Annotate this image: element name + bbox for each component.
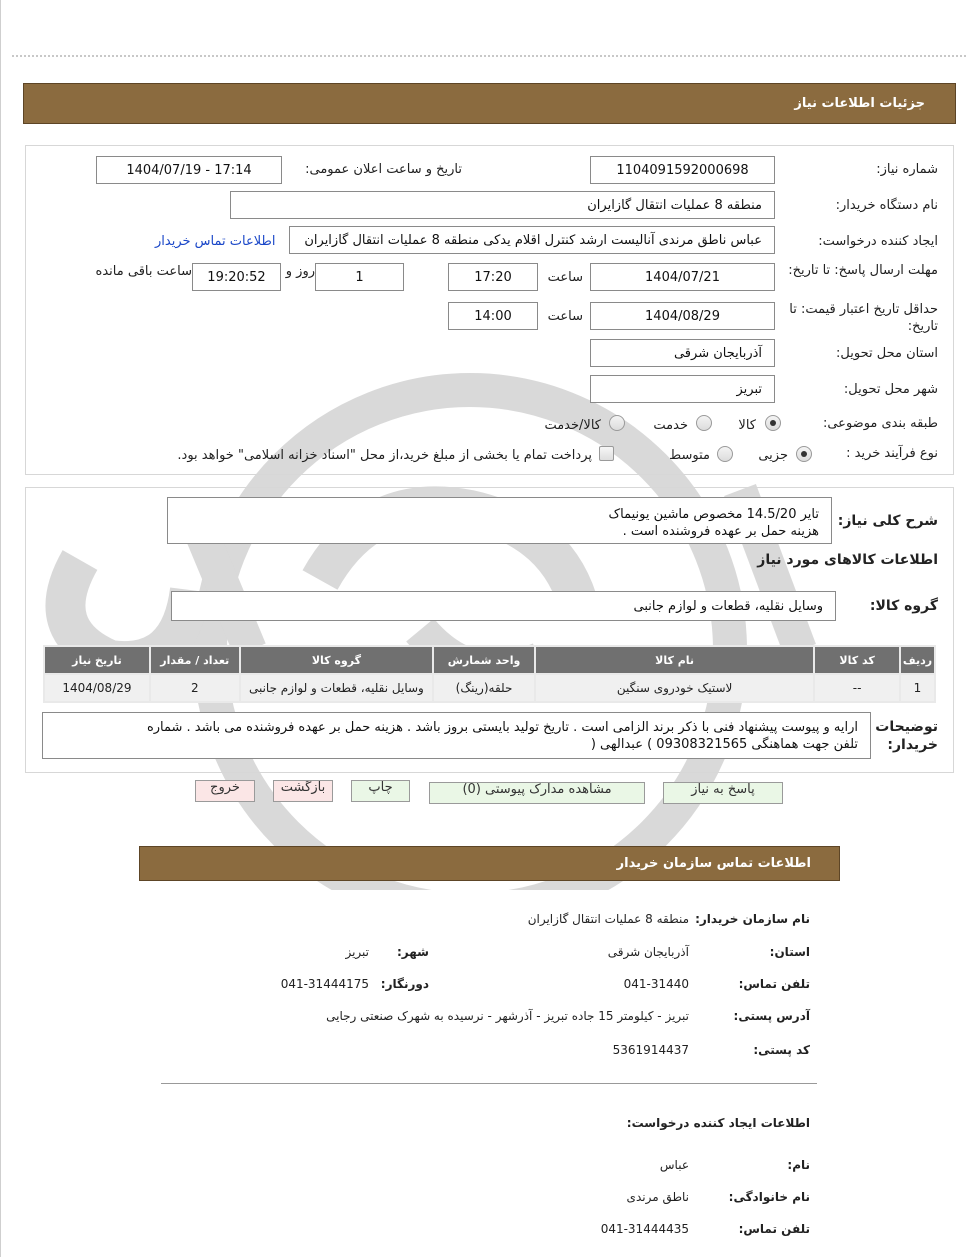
contact-postal-value: 5361914437 [612, 1043, 689, 1057]
creator-info-title: اطلاعات ایجاد کننده درخواست: [626, 1116, 810, 1130]
buyer-org-field: منطقه 8 عملیات انتقال گازایران [230, 191, 775, 219]
validity-time-field: 14:00 [448, 302, 538, 330]
creator-label: ایجاد کننده درخواست: [818, 234, 938, 249]
creator-phone-label: تلفن تماس: [738, 1222, 810, 1236]
contact-title: اطلاعات تماس سازمان خریدار [616, 856, 811, 871]
contact-city-label: شهر: [397, 945, 429, 959]
treasury-payment-note: پرداخت تمام یا بخشی از مبلغ خرید،از محل "اسناد خزانه اسلامی" خواهد بود. [177, 448, 592, 463]
category-goods-radio[interactable] [765, 415, 781, 431]
col-unit: واحد شمارش [433, 646, 535, 674]
col-quantity: تعداد / مقدار [150, 646, 240, 674]
creator-field: عباس ناطق مرندی آنالیست ارشد کنترل اقلام یدکی منطقه 8 عملیات انتقال گازایران [289, 226, 775, 254]
deadline-label: مهلت ارسال پاسخ: تا تاریخ: [788, 263, 938, 278]
time-remaining-label: ساعت باقی مانده [95, 264, 192, 279]
category-label: طبقه بندی موضوعی: [822, 416, 938, 431]
col-need-date: تاریخ نیاز [44, 646, 150, 674]
delivery-province-field: آذربایجان شرقی [590, 339, 775, 367]
days-remaining-field: 1 [315, 263, 404, 291]
creator-phone-value: 041-31444435 [600, 1222, 689, 1236]
cell-goods-group: وسایل نقلیه، قطعات و لوازم جانبی [240, 674, 433, 702]
view-attachments-button[interactable]: مشاهده مدارک پیوستی (0) [429, 782, 645, 804]
cell-row: 1 [900, 674, 935, 702]
deadline-date-field: 1404/07/21 [590, 263, 775, 291]
reply-button[interactable]: پاسخ به نیاز [663, 782, 783, 804]
cell-quantity: 2 [150, 674, 240, 702]
contact-address-value: تبریز - کیلومتر 15 جاده تبریز - آذرشهر - نرسیده به شهرک صنعتی رجایی [326, 1009, 689, 1023]
announce-date-field: 1404/07/19 - 17:14 [96, 156, 282, 184]
col-goods-group: گروه کالا [240, 646, 433, 674]
category-service-radio[interactable] [696, 415, 712, 431]
goods-group-field: وسایل نقلیه، قطعات و لوازم جانبی [171, 591, 836, 621]
buyer-org-label: نام دستگاه خریدار: [835, 198, 938, 213]
contact-city-value: تبریز [345, 945, 369, 959]
col-goods-code: کد کالا [814, 646, 900, 674]
deadline-time-label: ساعت [547, 270, 583, 285]
process-minor-radio[interactable] [796, 446, 812, 462]
delivery-city-field: تبریز [590, 375, 775, 403]
need-number-label: شماره نیاز: [876, 162, 938, 177]
description-label: شرح کلی نیاز: [837, 513, 938, 529]
contact-address-label: آدرس پستی: [733, 1009, 810, 1023]
cell-goods-code: -- [814, 674, 900, 702]
announce-label: تاریخ و ساعت اعلان عمومی: [305, 162, 462, 177]
page-header [23, 83, 956, 124]
contact-org-value: منطقه 8 عملیات انتقال گازایران [527, 912, 689, 926]
description-line-2: هزینه حمل بر عهده فروشنده است . [622, 524, 819, 539]
buyer-notes-line-1: ارایه و پیوست پیشنهاد فنی با ذکر برند الزامی است . تاریخ تولید بایستی بروز باشد . هزینه حمل بر عهده فروشنده می باشد . شماره [146, 720, 858, 735]
exit-button[interactable]: خروج [195, 780, 255, 802]
category-goods-service-label: کالا/خدمت [544, 418, 601, 433]
time-remaining-field: 19:20:52 [192, 263, 281, 291]
contact-province-value: آذربایجان شرقی [607, 945, 689, 959]
col-row: ردیف [900, 646, 935, 674]
need-number-field: 1104091592000698 [590, 156, 775, 184]
table-row [44, 674, 935, 702]
cell-goods-name: لاستیک خودروی سنگین [535, 674, 814, 702]
contact-header [139, 846, 840, 881]
left-border [0, 0, 1, 1257]
deadline-time-field: 17:20 [448, 263, 538, 291]
buyer-notes-label: توضیحات خریدار: [875, 719, 938, 753]
cell-need-date: 1404/08/29 [44, 674, 150, 702]
category-service-label: خدمت [653, 418, 688, 433]
creator-family-label: نام خانوادگی: [728, 1190, 810, 1204]
contact-province-label: استان: [769, 945, 810, 959]
creator-name-value: عباس [659, 1158, 689, 1172]
validity-date-field: 1404/08/29 [590, 302, 775, 330]
validity-label: حداقل تاریخ اعتبار قیمت: تا تاریخ: [789, 302, 938, 334]
days-label: روز و [285, 264, 315, 279]
contact-org-label: نام سازمان خریدار: [695, 912, 810, 926]
print-button[interactable]: چاپ [351, 780, 410, 802]
buyer-notes-line-2: تلفن جهت هماهنگی 09308321565 ) عبدالهی ( [590, 737, 858, 752]
validity-time-label: ساعت [547, 309, 583, 324]
creator-family-value: ناطق مرندی [626, 1190, 689, 1204]
contact-postal-label: کد پستی: [753, 1043, 810, 1057]
buyer-notes-field [42, 712, 871, 759]
cell-unit: حلقه(رینگ) [433, 674, 535, 702]
contact-phone-value: 041-31440 [623, 977, 689, 991]
category-goods-service-radio[interactable] [609, 415, 625, 431]
description-field [167, 497, 832, 544]
process-medium-label: متوسط [669, 448, 710, 463]
back-button[interactable]: بازگشت [273, 780, 333, 802]
process-medium-radio[interactable] [717, 446, 733, 462]
treasury-payment-checkbox[interactable] [599, 446, 614, 461]
contact-divider [161, 1083, 817, 1084]
page-title: جزئيات اطلاعات نیاز [794, 96, 925, 111]
category-goods-label: کالا [738, 418, 756, 433]
process-type-label: نوع فرآیند خرید : [846, 446, 938, 461]
creator-name-label: نام: [787, 1158, 810, 1172]
top-divider [12, 55, 966, 57]
goods-info-title: اطلاعات کالاهای مورد نیاز [757, 552, 938, 568]
contact-phone-label: تلفن تماس: [738, 977, 810, 991]
description-line-1: تایر 14.5/20 مخصوص ماشین یونیماک [608, 507, 819, 522]
buyer-contact-link[interactable]: اطلاعات تماس خریدار [155, 234, 276, 249]
col-goods-name: نام کالا [535, 646, 814, 674]
goods-group-label: گروه کالا: [869, 598, 938, 614]
contact-fax-value: 041-31444175 [280, 977, 369, 991]
process-minor-label: جزیی [758, 448, 788, 463]
goods-table [43, 645, 936, 703]
delivery-city-label: شهر محل تحویل: [843, 382, 938, 397]
delivery-province-label: استان محل تحویل: [836, 346, 938, 361]
goods-table-header [44, 646, 935, 674]
contact-fax-label: دورنگار: [380, 977, 429, 991]
